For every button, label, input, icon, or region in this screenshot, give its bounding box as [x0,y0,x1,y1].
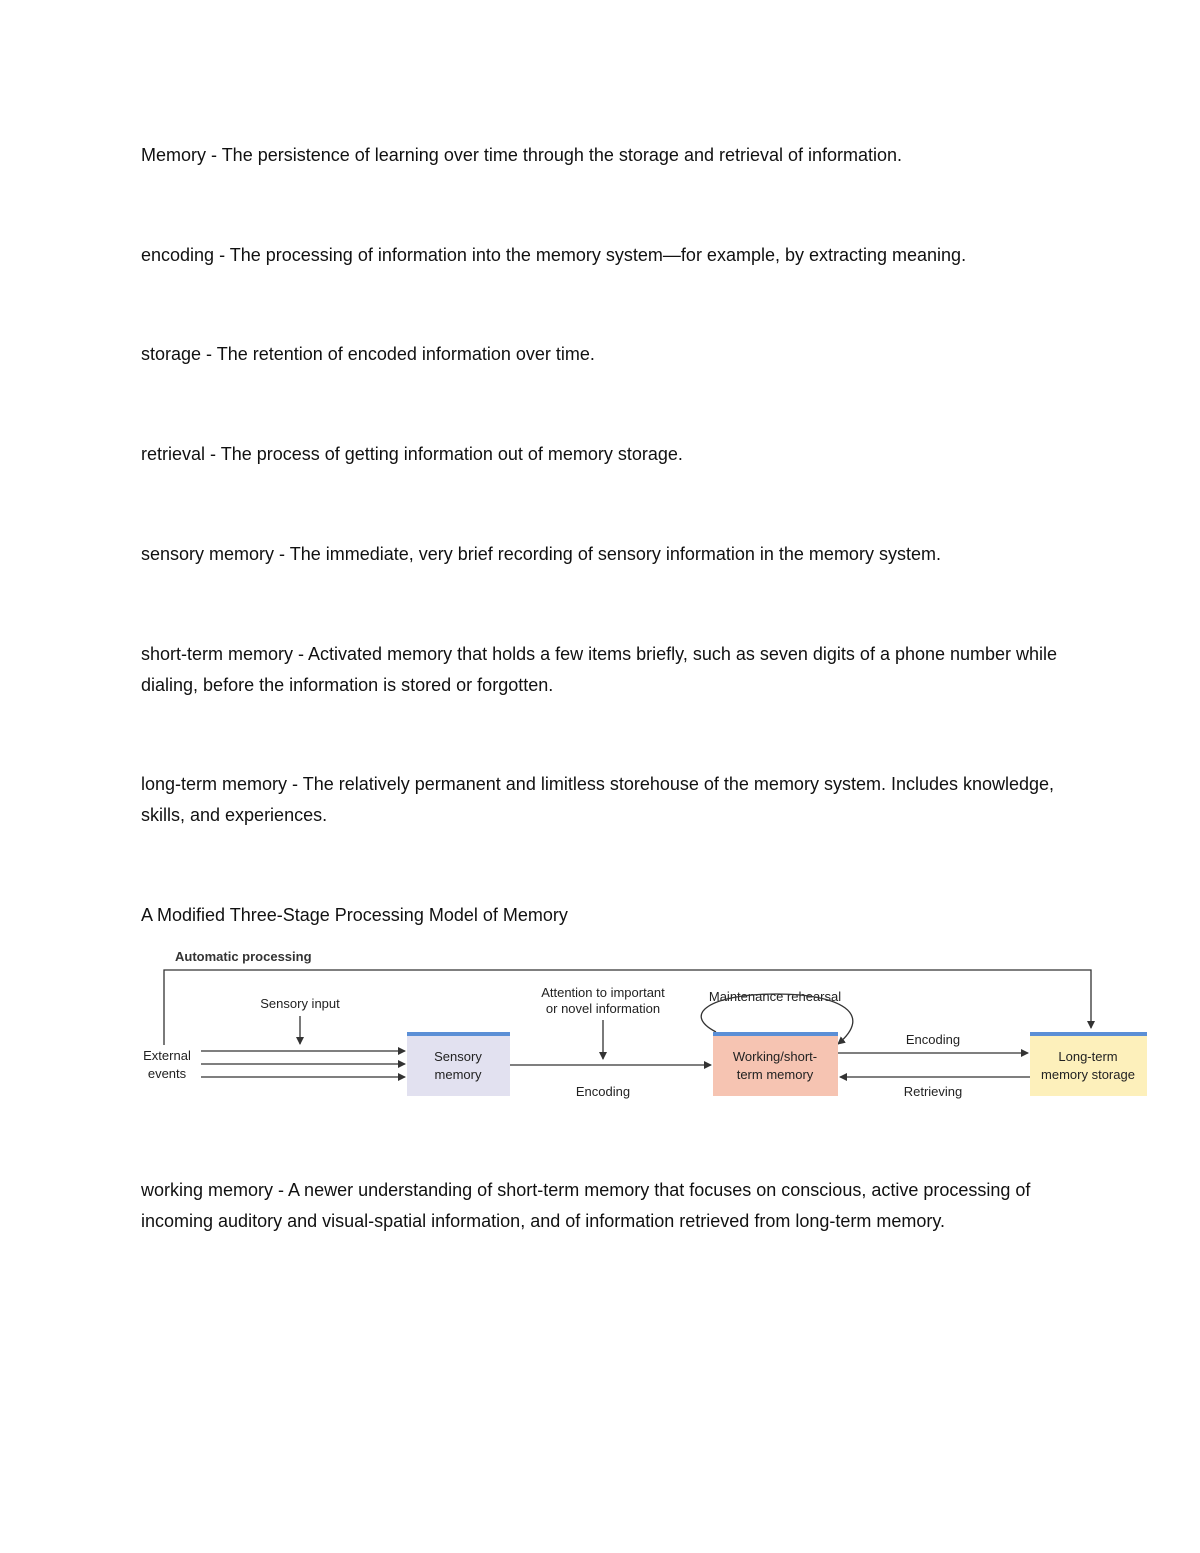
definition-text: The processing of information into the memory system—for example, by extracting meaning. [229,245,967,265]
definition-memory [141,140,1061,171]
sensory-memory-box [407,1034,510,1096]
diagram-svg [136,940,1156,1110]
definition-retrieval [141,439,1061,470]
separator: - [205,444,221,464]
separator: - [274,544,290,564]
encoding-label-bottom: Encoding [575,1084,631,1099]
working-memory-label-line1: Working/short- [732,1049,818,1064]
term: retrieval [141,444,206,464]
separator: - [293,644,309,664]
retrieving-label: Retrieving [903,1084,963,1099]
separator: - [201,344,217,364]
term: sensory memory [141,544,275,564]
sensory-memory-label-line2: memory [434,1067,482,1082]
longterm-memory-label-line1: Long-term [1058,1049,1118,1064]
diagram-caption: A Modified Three-Stage Processing Model of Memory [141,905,568,925]
term: Memory [141,145,207,165]
external-events-label-line2: events [147,1066,187,1081]
definition-text: The process of getting information out of memory storage. [220,444,683,464]
separator: - [206,145,222,165]
attention-label-line2: or novel information [545,1001,661,1016]
maintenance-rehearsal-label: Maintenance rehearsal [708,989,842,1004]
definition-text: The retention of encoded information over time. [216,344,595,364]
definition-working-memory [141,1175,1061,1237]
longterm-memory-label-line2: memory storage [1041,1067,1135,1082]
definition-text: The persistence of learning over time through the storage and retrieval of information. [221,145,903,165]
definition-sensory-memory [141,539,1061,570]
definition-text: The relatively permanent and limitless storehouse of the memory system. Includes knowledge, skills, and experiences. [141,774,1055,825]
three-stage-memory-diagram [136,940,1156,1110]
term: working memory [141,1180,274,1200]
attention-label-line1: Attention to important [541,985,665,1000]
definition-short-term-memory [141,639,1061,701]
term: short-term memory [141,644,294,664]
definition-text: A newer understanding of short-term memory that focuses on conscious, active processing of incoming auditory and visual-spatial information, and of information retrieved from long-term memory. [141,1180,1031,1231]
term: encoding [141,245,215,265]
external-events-label-line1: External [143,1048,191,1063]
sensory-input-label: Sensory input [260,996,340,1011]
sensory-memory-label-line1: Sensory [434,1049,482,1064]
working-memory-label-line2: term memory [736,1067,814,1082]
definition-encoding [141,240,1061,271]
term: long-term memory [141,774,288,794]
automatic-processing-label: Automatic processing [175,949,312,964]
separator: - [287,774,303,794]
definition-long-term-memory [141,769,1061,831]
longterm-memory-box-topbar [1030,1032,1147,1036]
longterm-memory-box [1030,1034,1147,1096]
encoding-label-top: Encoding [905,1032,961,1047]
definition-storage [141,339,1061,370]
separator: - [273,1180,289,1200]
separator: - [214,245,230,265]
working-memory-box [713,1034,838,1096]
definition-text: The immediate, very brief recording of sensory information in the memory system. [289,544,941,564]
sensory-memory-box-topbar [407,1032,510,1036]
definition-text: Activated memory that holds a few items briefly, such as seven digits of a phone number while dialing, before the information is stored or forgotten. [141,644,1058,695]
working-memory-box-topbar [713,1032,838,1036]
term: storage [141,344,202,364]
